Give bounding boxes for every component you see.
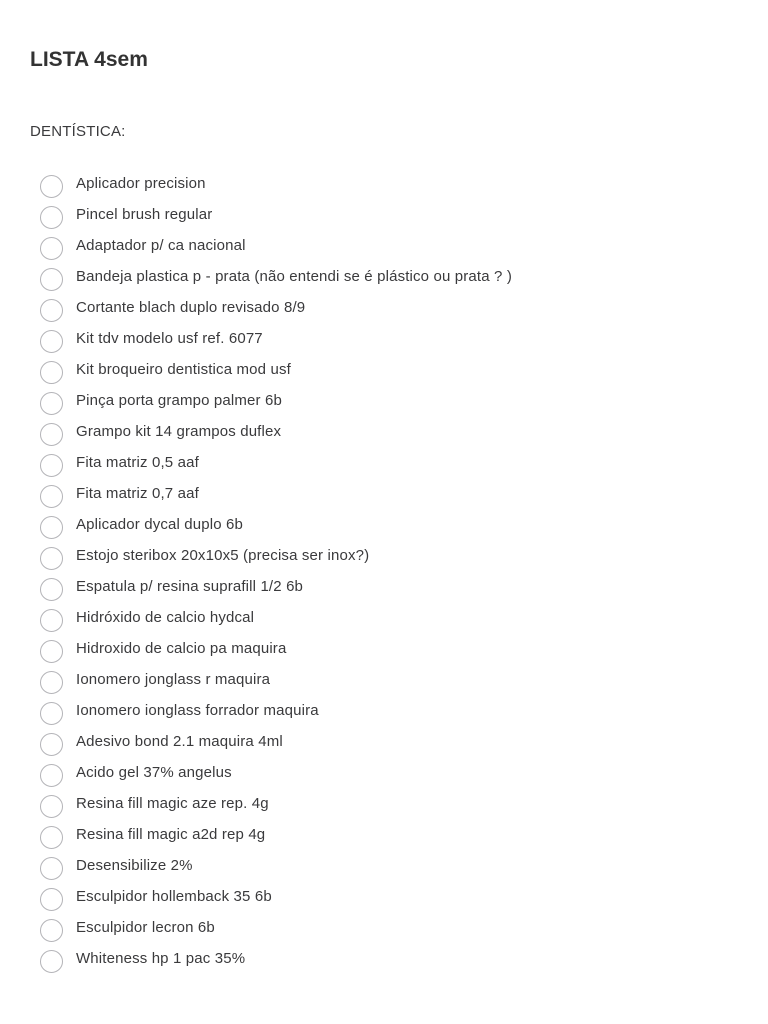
checkbox-circle-icon[interactable] <box>40 733 63 756</box>
checkbox-circle-icon[interactable] <box>40 764 63 787</box>
checklist-item-text[interactable]: Esculpidor hollemback 35 6b <box>76 887 272 905</box>
checkbox-circle-icon[interactable] <box>40 516 63 539</box>
checkbox-circle-icon[interactable] <box>40 919 63 942</box>
checklist-item <box>40 540 740 571</box>
checkbox-circle-icon[interactable] <box>40 268 63 291</box>
checklist-item-text[interactable]: Espatula p/ resina suprafill 1/2 6b <box>76 577 304 595</box>
checkbox-circle-icon[interactable] <box>40 299 63 322</box>
checkbox-circle-icon[interactable] <box>40 950 63 973</box>
checklist-item-text[interactable]: Hidróxido de calcio hydcal <box>76 608 255 626</box>
checklist-item-text[interactable]: Pincel brush regular <box>76 205 213 223</box>
checklist-item <box>40 261 740 292</box>
checklist-item <box>40 292 740 323</box>
checklist-item <box>40 602 740 633</box>
checkbox-circle-icon[interactable] <box>40 485 63 508</box>
checklist-item <box>40 788 740 819</box>
checkbox-circle-icon[interactable] <box>40 826 63 849</box>
checklist-item-text[interactable]: Aplicador precision <box>76 174 206 192</box>
checklist-item-text[interactable]: Pinça porta grampo palmer 6b <box>76 391 282 409</box>
checkbox-circle-icon[interactable] <box>40 640 63 663</box>
checkbox-circle-icon[interactable] <box>40 888 63 911</box>
checklist-item-text[interactable]: Hidroxido de calcio pa maquira <box>76 639 287 657</box>
checkbox-circle-icon[interactable] <box>40 671 63 694</box>
checklist-item <box>40 230 740 261</box>
checklist-item-text[interactable]: Acido gel 37% angelus <box>76 763 232 781</box>
checklist-item-text[interactable]: Esculpidor lecron 6b <box>76 918 215 936</box>
checklist-item <box>40 664 740 695</box>
checklist-item <box>40 726 740 757</box>
checklist-item-text[interactable]: Grampo kit 14 grampos duflex <box>76 422 282 440</box>
checkbox-circle-icon[interactable] <box>40 454 63 477</box>
checklist-item-text[interactable]: Ionomero jonglass r maquira <box>76 670 271 688</box>
checkbox-circle-icon[interactable] <box>40 423 63 446</box>
checklist-item <box>40 509 740 540</box>
checklist-item <box>40 850 740 881</box>
checklist-item-text[interactable]: Ionomero ionglass forrador maquira <box>76 701 319 719</box>
checklist-item <box>40 385 740 416</box>
checklist-item-text[interactable]: Fita matriz 0,5 aaf <box>76 453 199 471</box>
checklist-item-text[interactable]: Fita matriz 0,7 aaf <box>76 484 199 502</box>
checklist-item-text[interactable]: Adaptador p/ ca nacional <box>76 236 246 254</box>
checklist-item <box>40 447 740 478</box>
checkbox-circle-icon[interactable] <box>40 609 63 632</box>
checkbox-circle-icon[interactable] <box>40 857 63 880</box>
checklist-item <box>40 416 740 447</box>
checklist-item <box>40 881 740 912</box>
checklist-item <box>40 819 740 850</box>
checklist-item-text[interactable]: Whiteness hp 1 pac 35% <box>76 949 246 967</box>
checklist-item <box>40 354 740 385</box>
checklist <box>40 168 740 974</box>
checklist-item-text[interactable]: Aplicador dycal duplo 6b <box>76 515 244 533</box>
checklist-item-text[interactable]: Estojo steribox 20x10x5 (precisa ser inox?) <box>76 546 370 564</box>
checkbox-circle-icon[interactable] <box>40 237 63 260</box>
checklist-item-text[interactable]: Kit tdv modelo usf ref. 6077 <box>76 329 263 347</box>
checkbox-circle-icon[interactable] <box>40 547 63 570</box>
checkbox-circle-icon[interactable] <box>40 330 63 353</box>
checklist-item-text[interactable]: Desensibilize 2% <box>76 856 193 874</box>
checkbox-circle-icon[interactable] <box>40 392 63 415</box>
checklist-item <box>40 571 740 602</box>
checkbox-circle-icon[interactable] <box>40 206 63 229</box>
checklist-item-text[interactable]: Resina fill magic a2d rep 4g <box>76 825 266 843</box>
checklist-item <box>40 168 740 199</box>
checklist-item-text[interactable]: Resina fill magic aze rep. 4g <box>76 794 269 812</box>
checkbox-circle-icon[interactable] <box>40 361 63 384</box>
checklist-item-text[interactable]: Cortante blach duplo revisado 8/9 <box>76 298 306 316</box>
checklist-item <box>40 478 740 509</box>
checkbox-circle-icon[interactable] <box>40 795 63 818</box>
checkbox-circle-icon[interactable] <box>40 702 63 725</box>
checklist-item <box>40 199 740 230</box>
checklist-item <box>40 757 740 788</box>
checkbox-circle-icon[interactable] <box>40 578 63 601</box>
checklist-item <box>40 912 740 943</box>
checklist-item <box>40 323 740 354</box>
checklist-item <box>40 633 740 664</box>
note-title[interactable]: LISTA 4sem <box>30 48 148 71</box>
checklist-item <box>40 943 740 974</box>
section-heading[interactable]: DENTÍSTICA: <box>30 123 126 140</box>
checklist-item-text[interactable]: Adesivo bond 2.1 maquira 4ml <box>76 732 283 750</box>
checklist-item <box>40 695 740 726</box>
checklist-item-text[interactable]: Bandeja plastica p - prata (não entendi se é plástico ou prata ? ) <box>76 267 513 285</box>
checkbox-circle-icon[interactable] <box>40 175 63 198</box>
checklist-item-text[interactable]: Kit broqueiro dentistica mod usf <box>76 360 291 378</box>
